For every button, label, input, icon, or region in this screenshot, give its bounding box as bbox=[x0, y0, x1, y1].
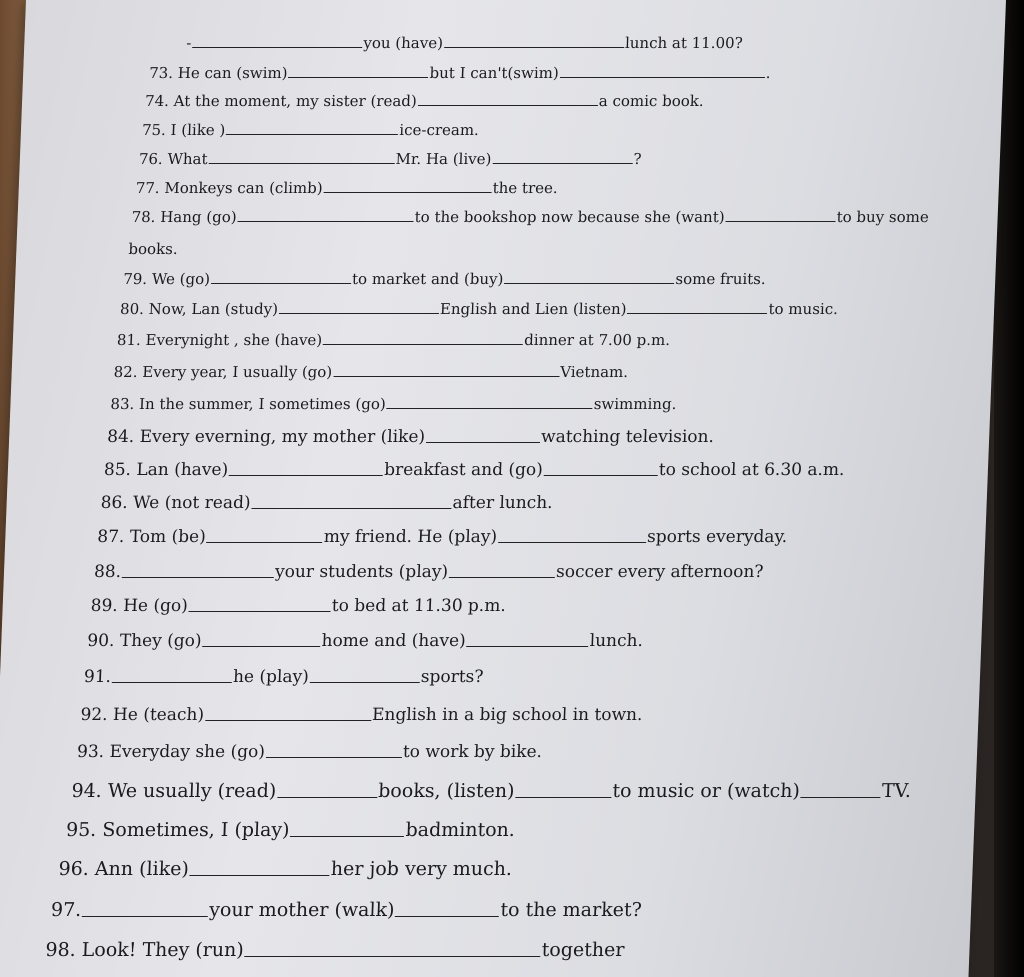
answer-blank[interactable] bbox=[211, 282, 351, 284]
exercise-text: 83. In the summer, I sometimes (go) bbox=[110, 395, 387, 413]
exercise-text: but I can't(swim) bbox=[429, 64, 560, 82]
exercise-text: badminton. bbox=[405, 819, 516, 841]
exercise-text: 82. Every year, I usually (go) bbox=[113, 363, 333, 381]
answer-blank[interactable] bbox=[279, 312, 439, 314]
exercise-text: 80. Now, Lan (study) bbox=[119, 300, 279, 318]
exercise-text: you (have) bbox=[363, 34, 444, 52]
exercise-text: her job very much. bbox=[330, 858, 513, 880]
exercise-text: English in a big school in town. bbox=[371, 705, 643, 725]
exercise-text: sports everyday. bbox=[646, 527, 788, 547]
exercise-q81 bbox=[117, 331, 671, 349]
exercise-text: 74. At the moment, my sister (read) bbox=[144, 92, 418, 110]
exercise-text: he (play) bbox=[232, 667, 310, 687]
exercise-text: lunch. bbox=[589, 631, 644, 651]
answer-blank[interactable] bbox=[266, 756, 402, 758]
exercise-q88 bbox=[94, 562, 764, 582]
exercise-text: to market and (buy) bbox=[351, 270, 504, 288]
exercise-q94 bbox=[71, 780, 911, 802]
exercise-q73 bbox=[149, 64, 771, 82]
answer-blank[interactable] bbox=[498, 541, 646, 543]
exercise-q78b bbox=[128, 240, 178, 258]
answer-blank[interactable] bbox=[207, 541, 323, 543]
exercise-text: soccer every afternoon? bbox=[555, 562, 764, 582]
exercise-text: your mother (walk) bbox=[208, 899, 395, 921]
exercise-text: 98. Look! They (run) bbox=[45, 939, 245, 961]
answer-blank[interactable] bbox=[418, 104, 598, 106]
answer-blank[interactable] bbox=[192, 46, 362, 48]
exercise-text: my friend. He (play) bbox=[323, 527, 498, 547]
answer-blank[interactable] bbox=[229, 474, 383, 476]
exercise-text: books. bbox=[128, 240, 178, 258]
answer-blank[interactable] bbox=[449, 576, 555, 578]
exercise-q77 bbox=[135, 179, 558, 197]
answer-blank[interactable] bbox=[504, 282, 674, 284]
exercise-text: ice-cream. bbox=[399, 121, 480, 139]
exercise-q84 bbox=[107, 427, 715, 447]
answer-blank[interactable] bbox=[560, 76, 765, 78]
answer-blank[interactable] bbox=[208, 162, 394, 164]
exercise-text: watching television. bbox=[540, 427, 715, 447]
exercise-text: together bbox=[541, 939, 625, 961]
exercise-text: . bbox=[765, 64, 771, 82]
answer-blank[interactable] bbox=[544, 474, 658, 476]
exercise-text: 95. Sometimes, I (play) bbox=[65, 819, 290, 841]
exercise-text: 79. We (go) bbox=[122, 270, 211, 288]
exercise-q93 bbox=[77, 742, 543, 762]
exercise-text: 93. Everyday she (go) bbox=[76, 742, 266, 762]
answer-blank[interactable] bbox=[290, 835, 404, 837]
exercise-text: 92. He (teach) bbox=[80, 705, 205, 725]
exercise-text: 94. We usually (read) bbox=[71, 780, 277, 802]
answer-blank[interactable] bbox=[310, 681, 420, 683]
exercise-q78 bbox=[131, 208, 929, 226]
exercise-text: to the market? bbox=[500, 899, 643, 921]
answer-blank[interactable] bbox=[801, 796, 881, 798]
exercise-q86 bbox=[100, 493, 553, 513]
exercise-text: sports? bbox=[420, 667, 484, 687]
exercise-q95 bbox=[66, 819, 516, 841]
exercise-text: 91. bbox=[83, 667, 112, 687]
exercise-text: lunch at 11.00? bbox=[624, 34, 744, 52]
exercise-text: to school at 6.30 a.m. bbox=[658, 460, 845, 480]
exercise-q89 bbox=[90, 596, 506, 616]
exercise-text: to music. bbox=[768, 300, 839, 318]
answer-blank[interactable] bbox=[395, 915, 499, 917]
exercise-q79 bbox=[123, 270, 766, 288]
answer-blank[interactable] bbox=[323, 343, 523, 345]
exercise-text: 97. bbox=[50, 899, 82, 921]
exercise-text: to the bookshop now because she (want) bbox=[414, 208, 726, 226]
exercise-text: 78. Hang (go) bbox=[131, 208, 238, 226]
exercise-q80 bbox=[120, 300, 838, 318]
exercise-text: 89. He (go) bbox=[90, 596, 189, 616]
exercise-text: 73. He can (swim) bbox=[148, 64, 288, 82]
exercise-q75 bbox=[142, 121, 480, 139]
answer-blank[interactable] bbox=[333, 375, 559, 377]
exercise-text: to music or (watch) bbox=[612, 780, 801, 802]
answer-blank[interactable] bbox=[112, 681, 232, 683]
answer-blank[interactable] bbox=[426, 441, 540, 443]
answer-blank[interactable] bbox=[189, 610, 331, 612]
answer-blank[interactable] bbox=[627, 312, 767, 314]
exercise-text: 81. Everynight , she (have) bbox=[116, 331, 323, 349]
exercise-q83 bbox=[110, 395, 677, 413]
exercise-q74 bbox=[145, 92, 704, 110]
exercise-text: some fruits. bbox=[675, 270, 767, 288]
answer-blank[interactable] bbox=[202, 645, 320, 647]
exercise-text: English and Lien (listen) bbox=[439, 300, 627, 318]
exercise-text: 84. Every everning, my mother (like) bbox=[106, 427, 426, 447]
exercise-text: Mr. Ha (live) bbox=[395, 150, 492, 168]
exercise-q85 bbox=[104, 460, 845, 480]
answer-blank[interactable] bbox=[226, 133, 398, 135]
exercise-text: a comic book. bbox=[598, 92, 705, 110]
exercise-text: dinner at 7.00 p.m. bbox=[523, 331, 671, 349]
answer-blank[interactable] bbox=[277, 796, 377, 798]
exercise-text: TV. bbox=[881, 780, 912, 802]
answer-blank[interactable] bbox=[190, 874, 330, 876]
answer-blank[interactable] bbox=[288, 76, 428, 78]
exercise-q82 bbox=[113, 363, 628, 381]
exercise-text: to work by bike. bbox=[402, 742, 543, 762]
answer-blank[interactable] bbox=[244, 955, 540, 957]
exercise-text: - bbox=[186, 34, 192, 52]
exercise-text: 75. I (like ) bbox=[141, 121, 226, 139]
exercise-q87 bbox=[97, 527, 788, 547]
exercise-text: 76. What bbox=[138, 150, 208, 168]
exercise-text: home and (have) bbox=[321, 631, 467, 651]
exercise-text: the tree. bbox=[492, 179, 559, 197]
exercise-text: ? bbox=[633, 150, 642, 168]
exercise-q76 bbox=[139, 150, 642, 168]
exercise-q91 bbox=[84, 667, 484, 687]
exercise-text: 90. They (go) bbox=[86, 631, 202, 651]
exercise-text: 96. Ann (like) bbox=[58, 858, 190, 880]
exercise-text: 87. Tom (be) bbox=[96, 527, 207, 547]
exercise-q98 bbox=[45, 939, 625, 961]
exercise-text: breakfast and (go) bbox=[383, 460, 544, 480]
exercise-text: 88. bbox=[93, 562, 122, 582]
answer-blank[interactable] bbox=[466, 645, 588, 647]
exercise-text: to bed at 11.30 p.m. bbox=[331, 596, 507, 616]
answer-blank[interactable] bbox=[444, 46, 624, 48]
answer-blank[interactable] bbox=[387, 407, 593, 409]
exercise-text: books, (listen) bbox=[377, 780, 515, 802]
answer-blank[interactable] bbox=[251, 507, 451, 509]
exercise-text: swimming. bbox=[593, 395, 677, 413]
exercise-text: Vietnam. bbox=[559, 363, 629, 381]
exercise-q96 bbox=[58, 858, 512, 880]
exercise-q97 bbox=[51, 899, 643, 921]
exercise-text: your students (play) bbox=[274, 562, 449, 582]
exercise-q92 bbox=[80, 705, 643, 725]
exercise-text: 85. Lan (have) bbox=[103, 460, 229, 480]
exercise-text: 77. Monkeys can (climb) bbox=[135, 179, 324, 197]
exercise-q90 bbox=[87, 631, 643, 651]
answer-blank[interactable] bbox=[122, 576, 274, 578]
answer-blank[interactable] bbox=[237, 220, 413, 222]
answer-blank[interactable] bbox=[82, 915, 208, 917]
exercise-text: 86. We (not read) bbox=[100, 493, 251, 513]
answer-blank[interactable] bbox=[515, 796, 611, 798]
answer-blank[interactable] bbox=[492, 162, 632, 164]
exercise-text: to buy some bbox=[836, 208, 930, 226]
exercise-partial-72 bbox=[186, 34, 743, 52]
answer-blank[interactable] bbox=[323, 191, 491, 193]
answer-blank[interactable] bbox=[205, 719, 371, 721]
exercise-text: after lunch. bbox=[452, 493, 554, 513]
answer-blank[interactable] bbox=[725, 220, 835, 222]
